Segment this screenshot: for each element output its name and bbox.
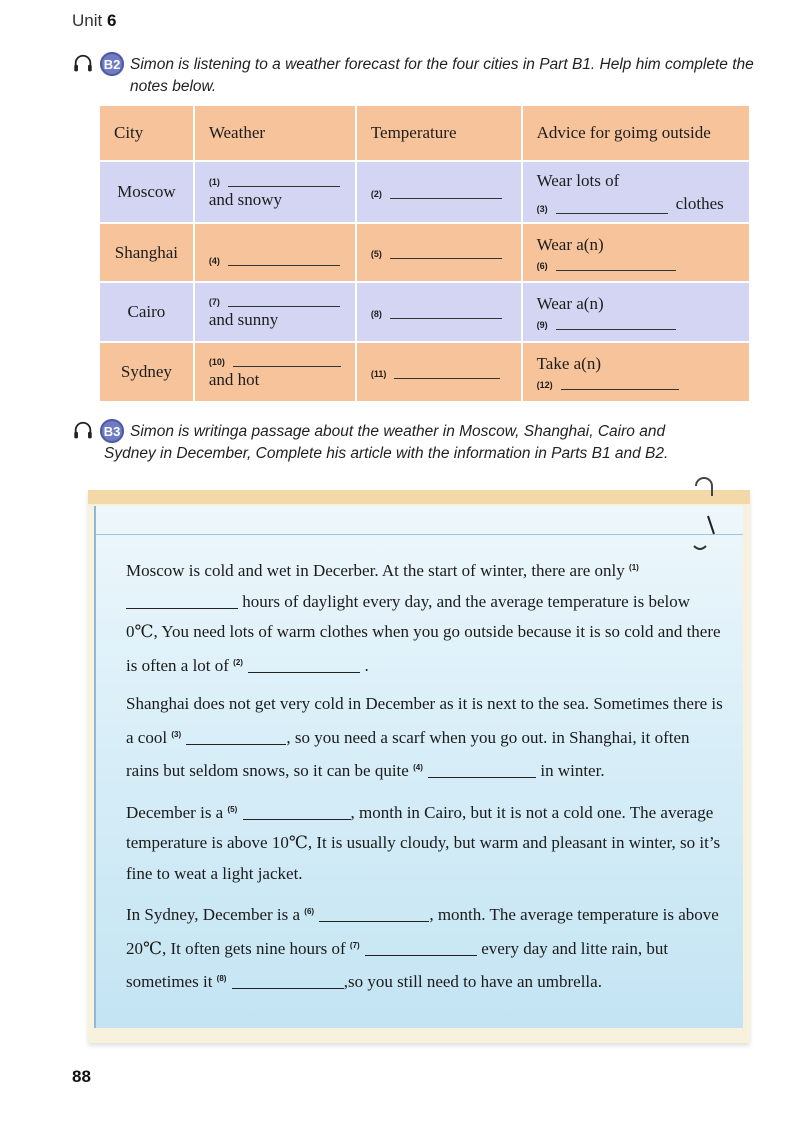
unit-label: Unit [72,11,103,30]
article-text [126,553,726,1006]
weather-text: and snowy [208,190,283,209]
headphones-icon [72,420,94,442]
answer-blank[interactable] [390,306,502,319]
blank-number: (2) [370,188,382,199]
paper-top-strip [88,490,750,504]
paragraph-shanghai [126,689,726,787]
answer-blank[interactable] [186,730,286,745]
b3-badge: B3 [100,419,124,443]
blank-number: (4) [413,763,423,772]
paragraph-sydney [126,897,726,998]
headphones-icon [72,53,94,75]
advice-text: Take a(n) [536,354,601,373]
answer-blank[interactable] [243,805,351,820]
b2-instruction: Simon is listening to a weather forecast for the four cities in Part B1. Help him complete the notes below. [130,56,754,95]
answer-blank[interactable] [126,594,238,609]
blank-number: (5) [370,249,382,259]
weather-notes-table [98,104,751,403]
text-segment: , month. The average temperature is above 20℃, It often gets nine hours of [126,905,719,958]
temperature-cell [356,282,522,342]
weather-text: and hot [208,370,260,389]
answer-blank[interactable] [233,354,341,367]
blank-number: (1) [629,563,639,572]
advice-cell [522,282,750,342]
paragraph-moscow [126,553,726,681]
header-weather: Weather [194,105,356,161]
paper-clip-icon [690,472,730,552]
answer-blank[interactable] [394,366,500,379]
blank-number: (6) [536,260,548,271]
b3-instruction-line1: Simon is writinga passage about the weather in Moscow, Shanghai, Cairo and [130,423,666,440]
text-segment: hours of daylight every day, and the average temperature is below 0℃, You need lots of warm clothes when you go outside because it is so cold and there is often a lot of [126,591,721,675]
text-segment: Shanghai does not get very cold in December as it is next to the sea. Sometimes there is a cool [126,694,723,747]
answer-blank[interactable] [428,763,536,778]
blank-number: (3) [171,729,182,739]
weather-text: and sunny [208,310,279,329]
text-segment: December is a [126,802,224,822]
blank-number: (7) [349,940,360,950]
weather-cell [194,342,356,402]
advice-cell [522,161,750,223]
advice-cell [522,223,750,282]
blank-number: (12) [536,380,553,390]
blank-number: (7) [208,297,220,307]
text-segment: in winter. [540,761,605,780]
blank-number: (6) [304,907,315,916]
paragraph-cairo [126,795,726,890]
answer-blank[interactable] [319,907,429,922]
city-cell: Sydney [99,342,194,402]
answer-blank[interactable] [228,174,340,187]
blank-number: (3) [536,203,548,214]
advice-cell [522,342,750,402]
text-segment: In Sydney, December is a [126,905,301,924]
blank-number: (8) [370,308,382,319]
city-cell: Shanghai [99,223,194,282]
city-cell: Moscow [99,161,194,223]
weather-cell [194,223,356,282]
answer-blank[interactable] [390,186,502,199]
unit-heading [72,11,116,31]
temperature-cell [356,223,522,282]
answer-blank[interactable] [556,201,668,214]
temperature-cell [356,342,522,402]
blank-number: (11) [370,368,387,379]
b3-instruction-line2: Sydney in December, Complete his article with the information in Parts B1 and B2. [104,445,669,462]
b3-instruction-block [72,421,762,465]
text-segment: , so you need a scarf when you go out. in Shanghai, it often rains but seldom snows, so it can be quite [126,727,690,780]
weather-cell [194,161,356,223]
header-advice: Advice for goimg outside [522,105,750,161]
text-segment: Moscow is cold and wet in Decerber. At the start of winter, there are only [126,561,625,580]
table-row [99,223,750,282]
blank-number: (8) [216,974,227,983]
answer-blank[interactable] [390,246,502,259]
table-header-row [99,105,750,161]
answer-blank[interactable] [561,377,679,390]
answer-blank[interactable] [556,317,676,330]
advice-text: Wear a(n) [536,294,604,313]
header-city: City [99,105,194,161]
b2-badge: B2 [100,52,124,76]
answer-blank[interactable] [228,253,340,266]
text-segment: every day and litte rain, but sometimes it [126,938,669,991]
page-number: 88 [72,1067,91,1086]
text-segment: ,so you still need to have an umbrella. [343,972,602,991]
table-row [99,342,750,402]
table-row [99,282,750,342]
blank-number: (4) [208,256,220,266]
header-temperature: Temperature [356,105,522,161]
blank-number: (1) [208,177,220,187]
advice-text: Wear lots of [536,170,620,190]
answer-blank[interactable] [232,974,344,989]
blank-number: (10) [208,357,225,367]
table-row [99,161,750,223]
answer-blank[interactable] [248,658,360,673]
temperature-cell [356,161,522,223]
blank-number: (9) [536,320,548,330]
answer-blank[interactable] [556,258,676,271]
blank-number: (5) [227,804,238,814]
blank-number: (2) [233,657,243,667]
text-segment: . [364,655,369,675]
article-rule [96,534,743,535]
advice-text: Wear a(n) [536,234,604,254]
b2-instruction-block [72,54,762,98]
weather-cell [194,282,356,342]
text-segment: , month in Cairo, but it is not a cold one. The average temperature is above 10℃, It is usually cloudy, but warm and pleasant in winter, so it’s fine to weat a light jacket. [126,802,721,883]
answer-blank[interactable] [228,294,340,307]
advice-text-after: clothes [675,193,724,213]
unit-number: 6 [106,11,117,30]
city-cell: Cairo [99,282,194,342]
answer-blank[interactable] [365,941,477,956]
